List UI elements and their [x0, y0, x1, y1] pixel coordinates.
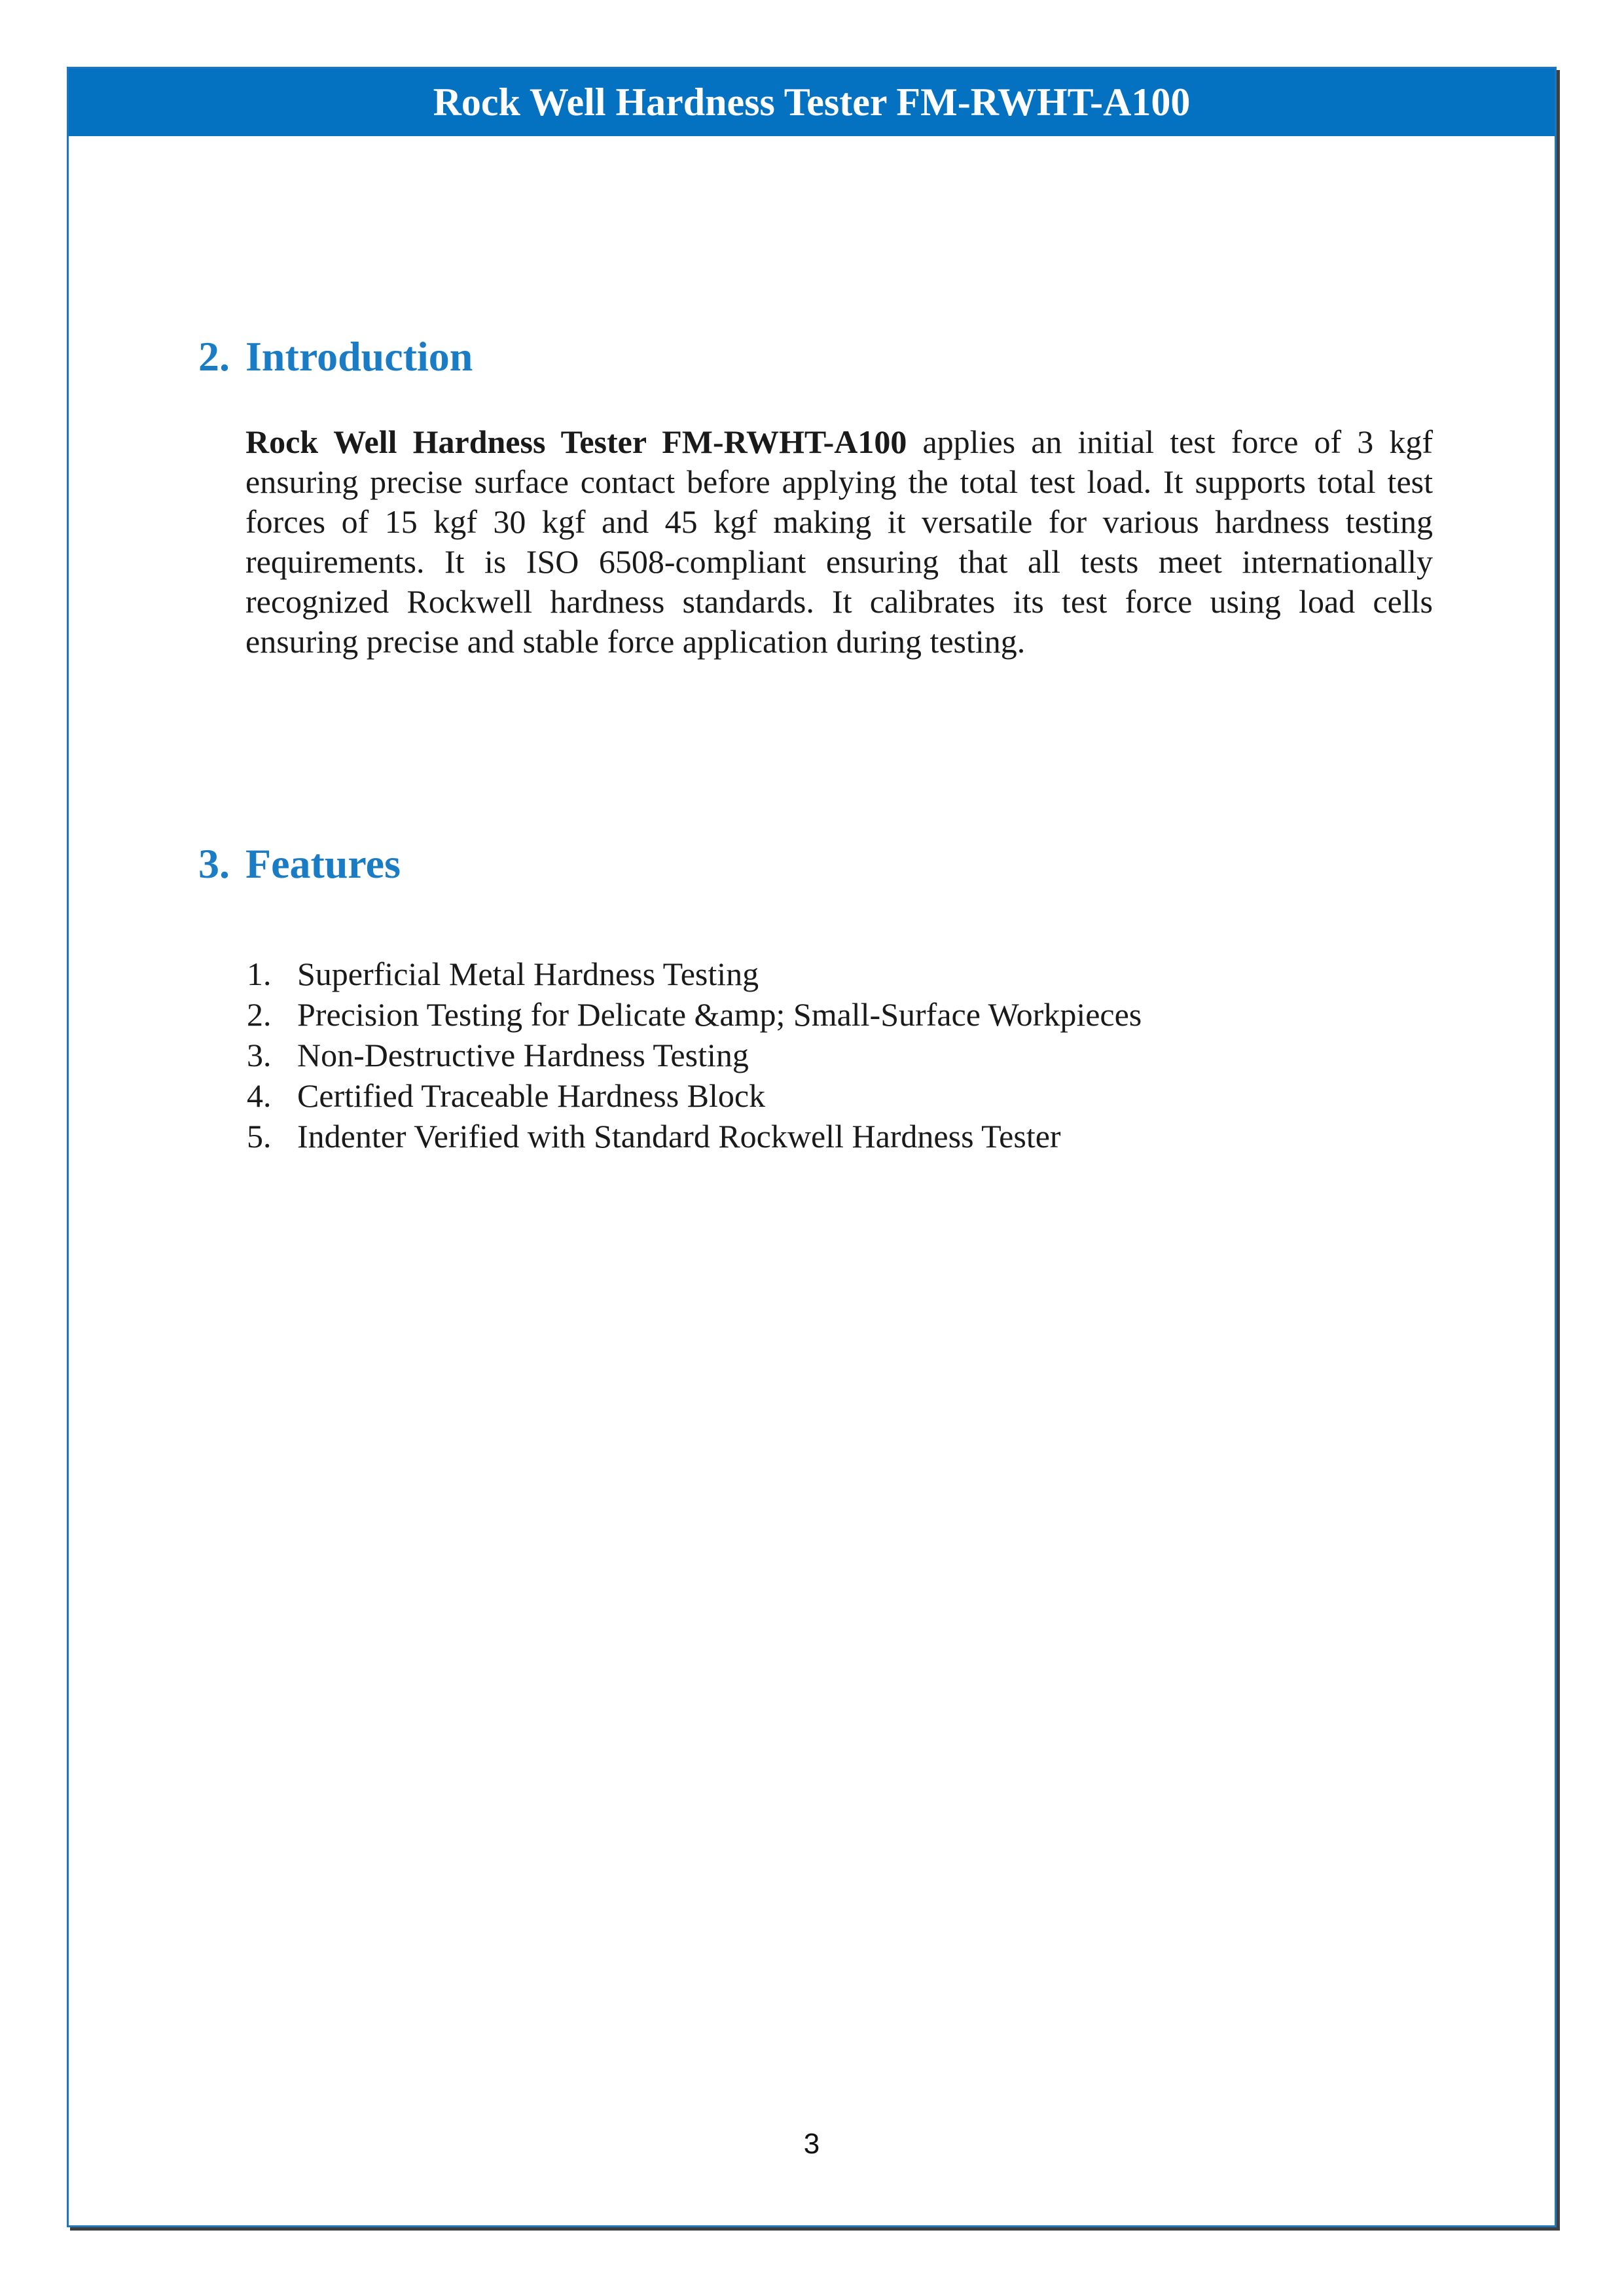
list-item: [247, 1035, 1142, 1075]
list-item-number: 4.: [247, 1077, 272, 1114]
section-heading-introduction: [198, 334, 473, 380]
section-number: 3.: [198, 840, 230, 887]
intro-paragraph: [245, 422, 1433, 662]
section-heading-features: [198, 841, 401, 887]
list-item-text: Non-Destructive Hardness Testing: [297, 1037, 749, 1073]
list-item-text: Indenter Verified with Standard Rockwell Hardness Tester: [297, 1118, 1061, 1155]
list-item-number: 3.: [247, 1037, 272, 1073]
section-title: Introduction: [245, 333, 473, 380]
list-item-text: Certified Traceable Hardness Block: [297, 1077, 766, 1114]
list-item-number: 5.: [247, 1118, 272, 1155]
list-item-number: 2.: [247, 996, 272, 1033]
list-item-text: Precision Testing for Delicate &amp; Small-Surface Workpieces: [297, 996, 1142, 1033]
intro-lead-bold: Rock Well Hardness Tester FM-RWHT-A100: [245, 423, 907, 460]
features-list: [247, 954, 1142, 1157]
list-item-text: Superficial Metal Hardness Testing: [297, 956, 759, 992]
list-item-number: 1.: [247, 956, 272, 992]
list-item: [247, 1075, 1142, 1116]
page-border: [67, 67, 1557, 2227]
list-item: [247, 1116, 1142, 1157]
list-item: [247, 954, 1142, 994]
header-band: [69, 69, 1555, 136]
section-title: Features: [245, 840, 401, 887]
intro-body-text: applies an initial test force of 3 kgf ensuring precise surface contact before applying the total test load. It supports total test forces of 15 kgf 30 kgf and 45 kgf making it versatile for various hardness testing requirements. It is ISO 6508-compliant ensuring that all tests meet internationally recognized Rockwell hardness standards. It calibrates its test force using load cells ensuring precise and stable force application during testing.: [245, 423, 1434, 660]
section-number: 2.: [198, 333, 230, 380]
page-number: 3: [803, 2128, 820, 2160]
header-title: Rock Well Hardness Tester FM-RWHT-A100: [433, 81, 1191, 124]
list-item: [247, 994, 1142, 1035]
